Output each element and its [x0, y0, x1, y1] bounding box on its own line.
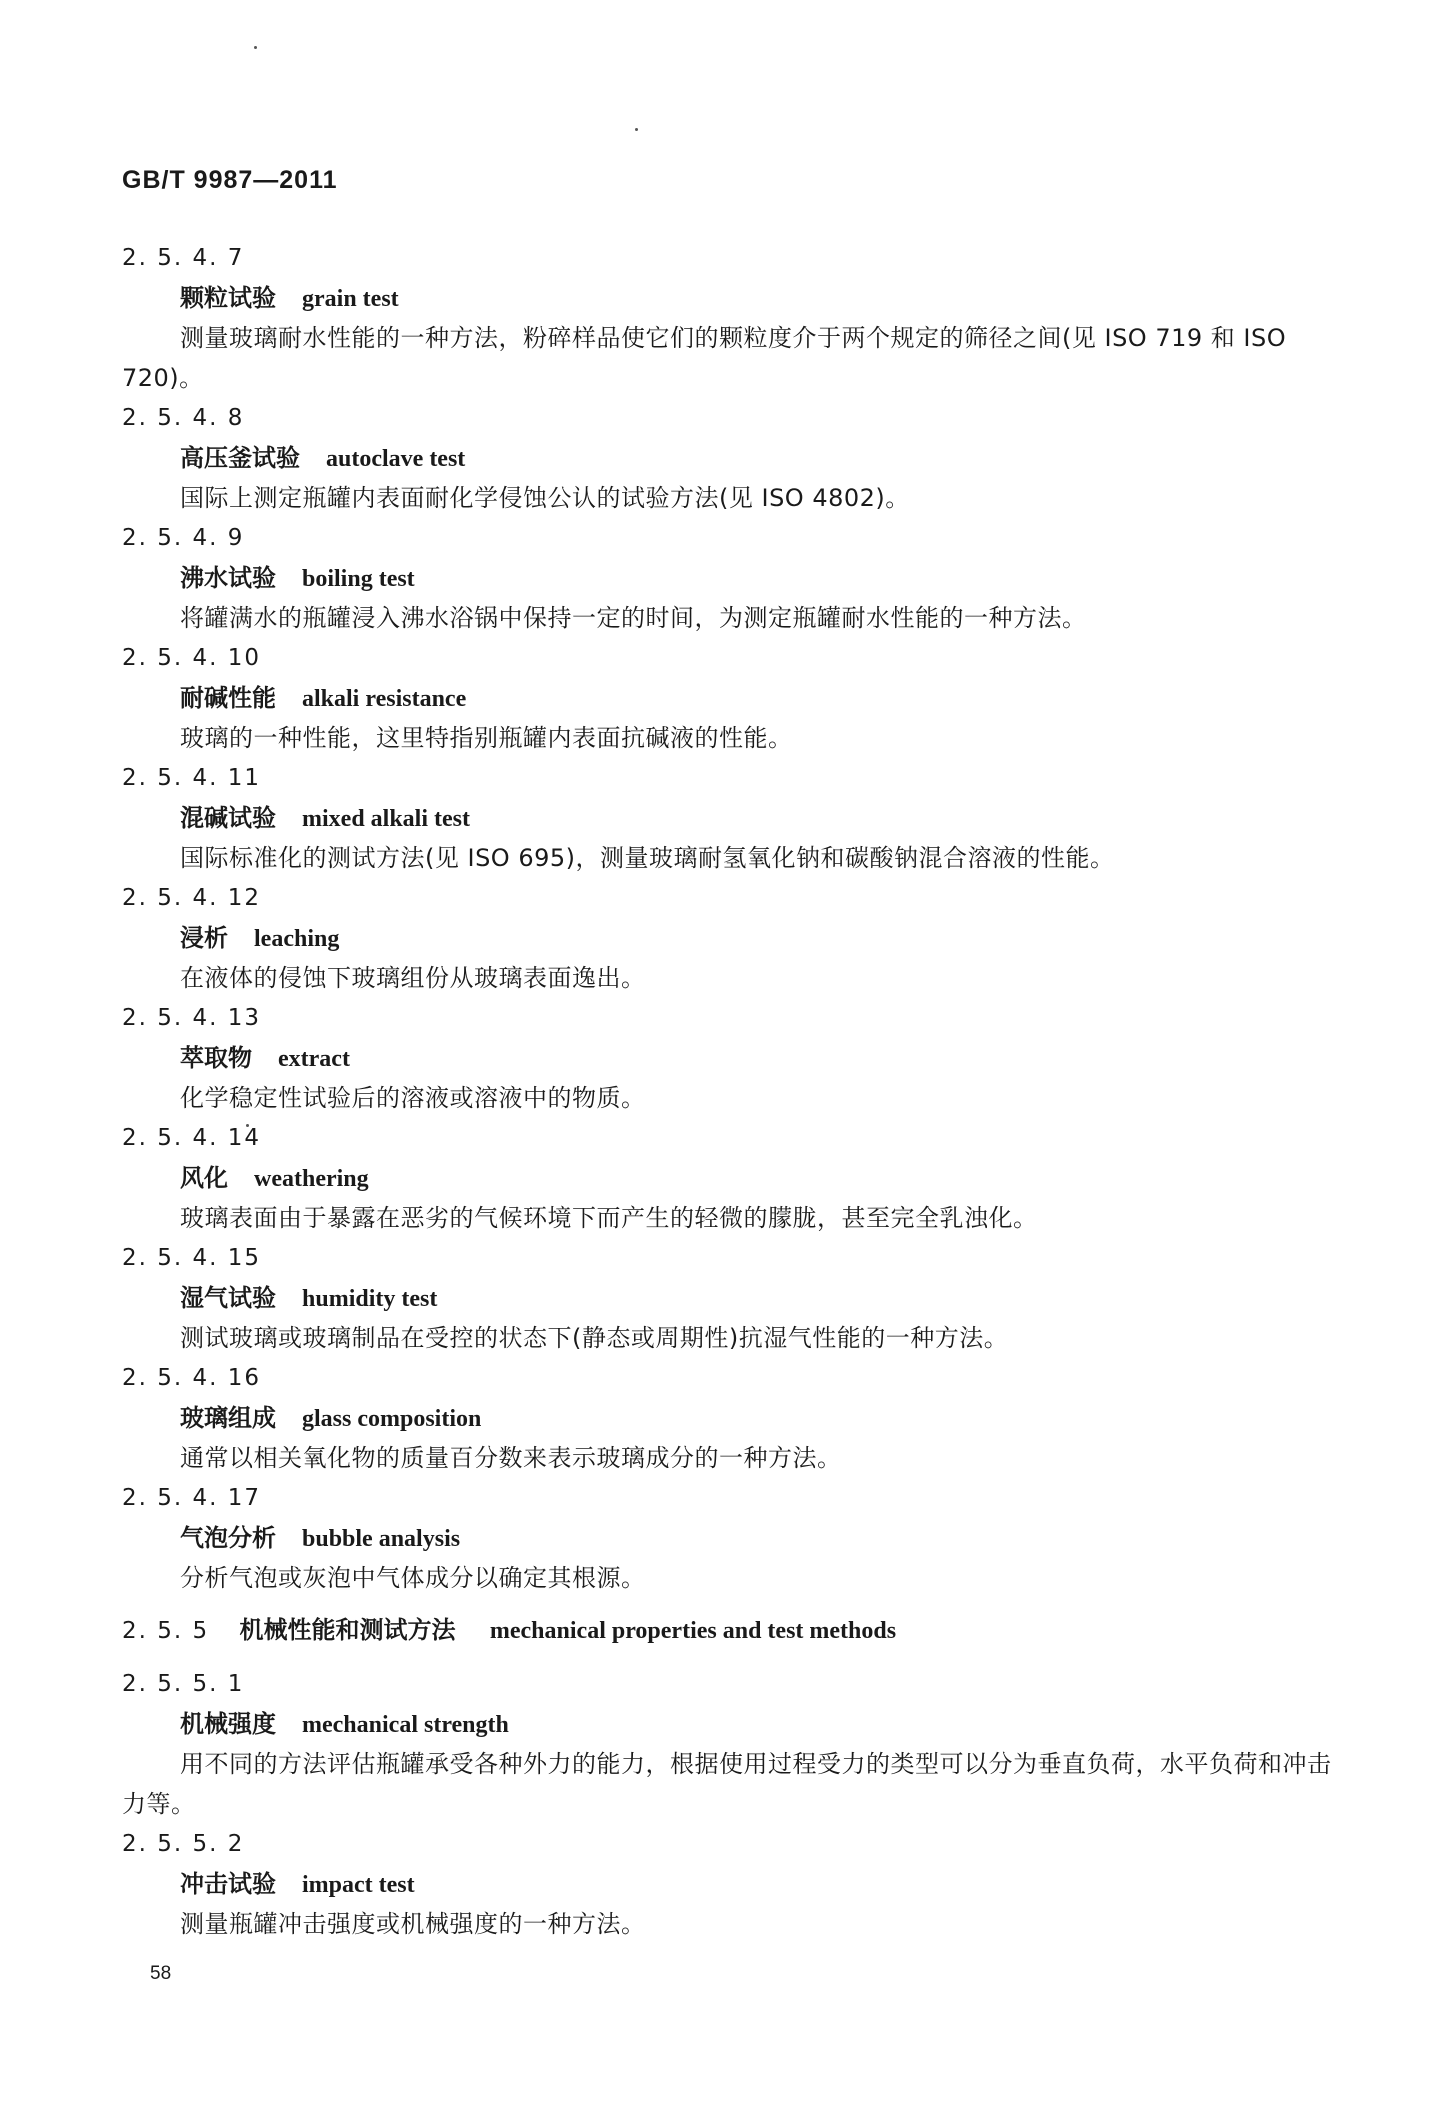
entry-term [122, 438, 1332, 478]
standard-code: GB/T 9987—2011 [122, 166, 338, 194]
term-en: weathering [254, 1166, 369, 1192]
section-number: 2. 5. 5 [122, 1618, 210, 1644]
term-zh: 耐碱性能 [180, 684, 276, 712]
term-entry [122, 1664, 1332, 1824]
term-zh: 机械强度 [180, 1710, 276, 1738]
entry-number: 2. 5. 4. 9 [122, 525, 245, 551]
entry-term [122, 1864, 1332, 1904]
entry-number: 2. 5. 4. 11 [122, 765, 262, 791]
entry-definition: 测量瓶罐冲击强度或机械强度的一种方法。 [180, 1910, 646, 1938]
entry-number: 2. 5. 4. 14 [122, 1125, 262, 1151]
term-en: alkali resistance [302, 686, 467, 712]
term-entry [122, 238, 1332, 398]
entry-number: 2. 5. 4. 12 [122, 885, 262, 911]
term-en: autoclave test [326, 446, 466, 472]
term-zh: 萃取物 [180, 1044, 252, 1072]
term-en: mixed alkali test [302, 806, 470, 832]
entry-term [122, 918, 1332, 958]
entry-term [122, 1518, 1332, 1558]
term-entry [122, 398, 1332, 518]
term-en: boiling test [302, 566, 415, 592]
entry-definition: 分析气泡或灰泡中气体成分以确定其根源。 [180, 1564, 646, 1592]
entry-term [122, 1398, 1332, 1438]
term-entries [122, 238, 1332, 1598]
term-entry [122, 1238, 1332, 1358]
term-entry [122, 758, 1332, 878]
section-title-zh: 机械性能和测试方法 [239, 1616, 456, 1644]
term-en: grain test [302, 286, 399, 312]
section-title-en: mechanical properties and test methods [489, 1618, 897, 1644]
entry-definition: 玻璃表面由于暴露在恶劣的气候环境下而产生的轻微的朦胧，甚至完全乳浊化。 [180, 1204, 1038, 1232]
term-zh: 湿气试验 [180, 1284, 276, 1312]
entry-definition: 在液体的侵蚀下玻璃组份从玻璃表面逸出。 [180, 964, 646, 992]
term-en: humidity test [302, 1286, 438, 1312]
entry-number: 2. 5. 4. 8 [122, 405, 245, 431]
term-zh: 冲击试验 [180, 1870, 276, 1898]
term-zh: 高压釜试验 [180, 444, 300, 472]
entry-definition: 国际标准化的测试方法(见 ISO 695)，测量玻璃耐氢氧化钠和碳酸钠混合溶液的性能。 [180, 844, 1115, 872]
term-entry [122, 518, 1332, 638]
term-en: mechanical strength [302, 1712, 509, 1738]
term-en: extract [278, 1046, 350, 1072]
entry-term [122, 1278, 1332, 1318]
entry-definition: 将罐满水的瓶罐浸入沸水浴锅中保持一定的时间，为测定瓶罐耐水性能的一种方法。 [180, 604, 1087, 632]
entry-number: 2. 5. 4. 7 [122, 245, 245, 271]
term-entry [122, 878, 1332, 998]
entry-number: 2. 5. 5. 2 [122, 1831, 245, 1857]
entry-number: 2. 5. 4. 17 [122, 1485, 262, 1511]
term-zh: 浸析 [180, 924, 228, 952]
entry-term [122, 678, 1332, 718]
entry-term [122, 278, 1332, 318]
scan-speck [635, 128, 638, 131]
term-en: leaching [254, 926, 340, 952]
term-zh: 气泡分析 [180, 1524, 276, 1552]
page-number: 58 [150, 1963, 172, 1984]
term-entry [122, 1118, 1332, 1238]
term-en: bubble analysis [302, 1526, 461, 1552]
term-entry [122, 638, 1332, 758]
term-entries-mechanical [122, 1664, 1332, 1944]
term-entry [122, 998, 1332, 1118]
term-en: glass composition [302, 1406, 482, 1432]
term-entry [122, 1358, 1332, 1478]
scan-speck [254, 46, 257, 49]
entry-number: 2. 5. 4. 16 [122, 1365, 262, 1391]
document-body [122, 238, 1332, 1944]
term-entry [122, 1478, 1332, 1598]
entry-term [122, 558, 1332, 598]
entry-definition: 化学稳定性试验后的溶液或溶液中的物质。 [180, 1084, 646, 1112]
entry-definition: 用不同的方法评估瓶罐承受各种外力的能力，根据使用过程受力的类型可以分为垂直负荷，水平负荷和冲击力等。 [122, 1750, 1332, 1818]
entry-term [122, 1038, 1332, 1078]
term-zh: 混碱试验 [180, 804, 276, 832]
entry-number: 2. 5. 4. 13 [122, 1005, 262, 1031]
entry-definition: 通常以相关氧化物的质量百分数来表示玻璃成分的一种方法。 [180, 1444, 842, 1472]
term-zh: 玻璃组成 [180, 1404, 276, 1432]
entry-definition: 玻璃的一种性能，这里特指别瓶罐内表面抗碱液的性能。 [180, 724, 793, 752]
entry-number: 2. 5. 4. 15 [122, 1245, 262, 1271]
entry-number: 2. 5. 4. 10 [122, 645, 262, 671]
entry-term [122, 798, 1332, 838]
entry-term [122, 1158, 1332, 1198]
term-entry [122, 1824, 1332, 1944]
entry-term [122, 1704, 1332, 1744]
term-en: impact test [302, 1872, 415, 1898]
entry-number: 2. 5. 5. 1 [122, 1671, 245, 1697]
entry-definition: 测量玻璃耐水性能的一种方法，粉碎样品使它们的颗粒度介于两个规定的筛径之间(见 ISO 719 和 ISO 720)。 [122, 324, 1287, 392]
entry-definition: 国际上测定瓶罐内表面耐化学侵蚀公认的试验方法(见 ISO 4802)。 [180, 484, 910, 512]
section-heading [122, 1610, 1332, 1650]
term-zh: 沸水试验 [180, 564, 276, 592]
term-zh: 风化 [180, 1164, 228, 1192]
term-zh: 颗粒试验 [180, 284, 276, 312]
entry-definition: 测试玻璃或玻璃制品在受控的状态下(静态或周期性)抗湿气性能的一种方法。 [180, 1324, 1009, 1352]
